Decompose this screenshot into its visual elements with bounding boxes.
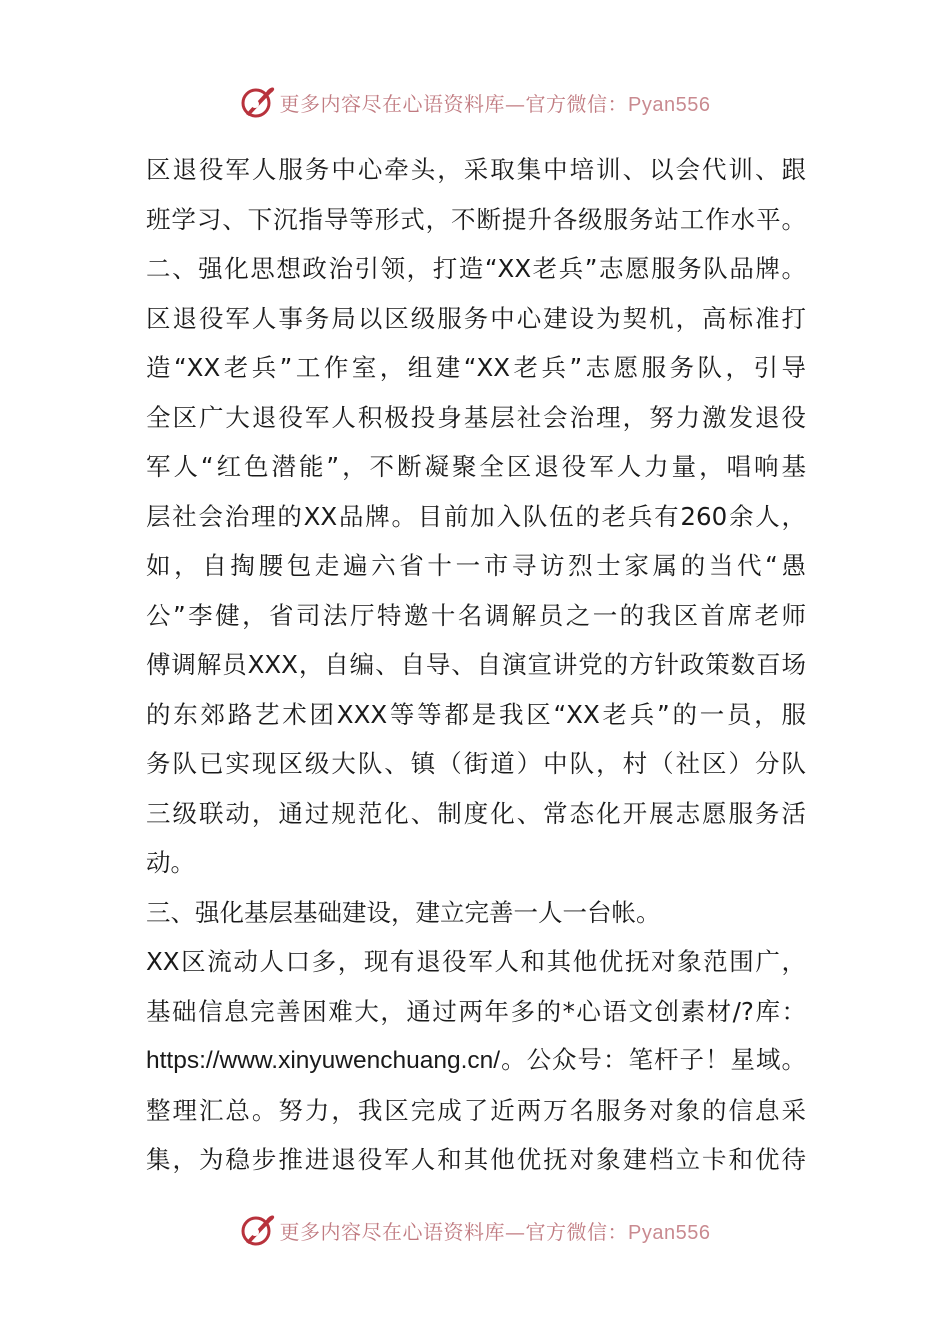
header-banner-cn: 更多内容尽在心语资料库—官方微信： [279, 91, 629, 116]
body-line: 基础信息完善困难大，通过两年多的*心语文创素材/?库： [146, 996, 806, 1026]
body-line: 造“XX老兵”工作室，组建“XX老兵”志愿服务队，引导 [146, 353, 806, 382]
footer-banner-cn: 更多内容尽在心语资料库—官方微信： [279, 1219, 629, 1244]
body-line-url: https://www.xinyuwenchuang.cn/。公众号：笔杆子！星域。 [146, 1047, 806, 1074]
body-line: 三级联动，通过规范化、制度化、常态化开展志愿服务活 [146, 798, 806, 828]
body-line: 傅调解员XXX，自编、自导、自演宣讲党的方针政策数百场 [146, 650, 806, 679]
body-line: 军人“红色潜能”，不断凝聚全区退役军人力量，唱响基 [146, 452, 806, 481]
header-banner-wechat-id: Pyan556 [628, 93, 711, 116]
body-line: 班学习、下沉指导等形式，不断提升各级服务站工作水平。 [146, 204, 806, 234]
body-line: 集，为稳步推进退役军人和其他优抚对象建档立卡和优待 [146, 1145, 806, 1174]
quill-pen-logo-icon [240, 1212, 276, 1248]
quill-pen-logo-icon [240, 84, 276, 120]
section-heading: 三、强化基层基础建设，建立完善一人一台帐。 [146, 897, 661, 927]
footer-banner-wechat-id: Pyan556 [628, 1221, 711, 1244]
body-line: 如，自掏腰包走遍六省十一市寻访烈士家属的当代“愚 [146, 551, 806, 580]
header-banner-text [280, 88, 711, 117]
body-line: 区退役军人事务局以区级服务中心建设为契机，高标准打 [146, 303, 806, 333]
header-banner [0, 80, 950, 124]
footer-banner [0, 1208, 950, 1252]
body-line: 整理汇总。努力，我区完成了近两万名服务对象的信息采 [146, 1095, 806, 1125]
body-line: 层社会治理的XX品牌。目前加入队伍的老兵有260余人， [146, 501, 806, 531]
body-line: XX区流动人口多，现有退役军人和其他优抚对象范围广， [146, 947, 806, 976]
body-line: 区退役军人服务中心牵头，采取集中培训、以会代训、跟 [146, 155, 806, 184]
footer-banner-text [280, 1216, 711, 1245]
document-body [146, 145, 806, 1185]
body-line: 公”李健，省司法厅特邀十名调解员之一的我区首席老师 [146, 600, 806, 630]
body-line: 的东郊路艺术团XXX等等都是我区“XX老兵”的一员，服 [146, 699, 806, 729]
body-line: 全区广大退役军人积极投身基层社会治理，努力激发退役 [146, 402, 806, 432]
section-heading: 二、强化思想政治引领，打造“XX老兵”志愿服务队品牌。 [146, 254, 806, 283]
body-line: 动。 [146, 848, 195, 877]
body-line: 务队已实现区级大队、镇（街道）中队，村（社区）分队 [146, 749, 806, 778]
